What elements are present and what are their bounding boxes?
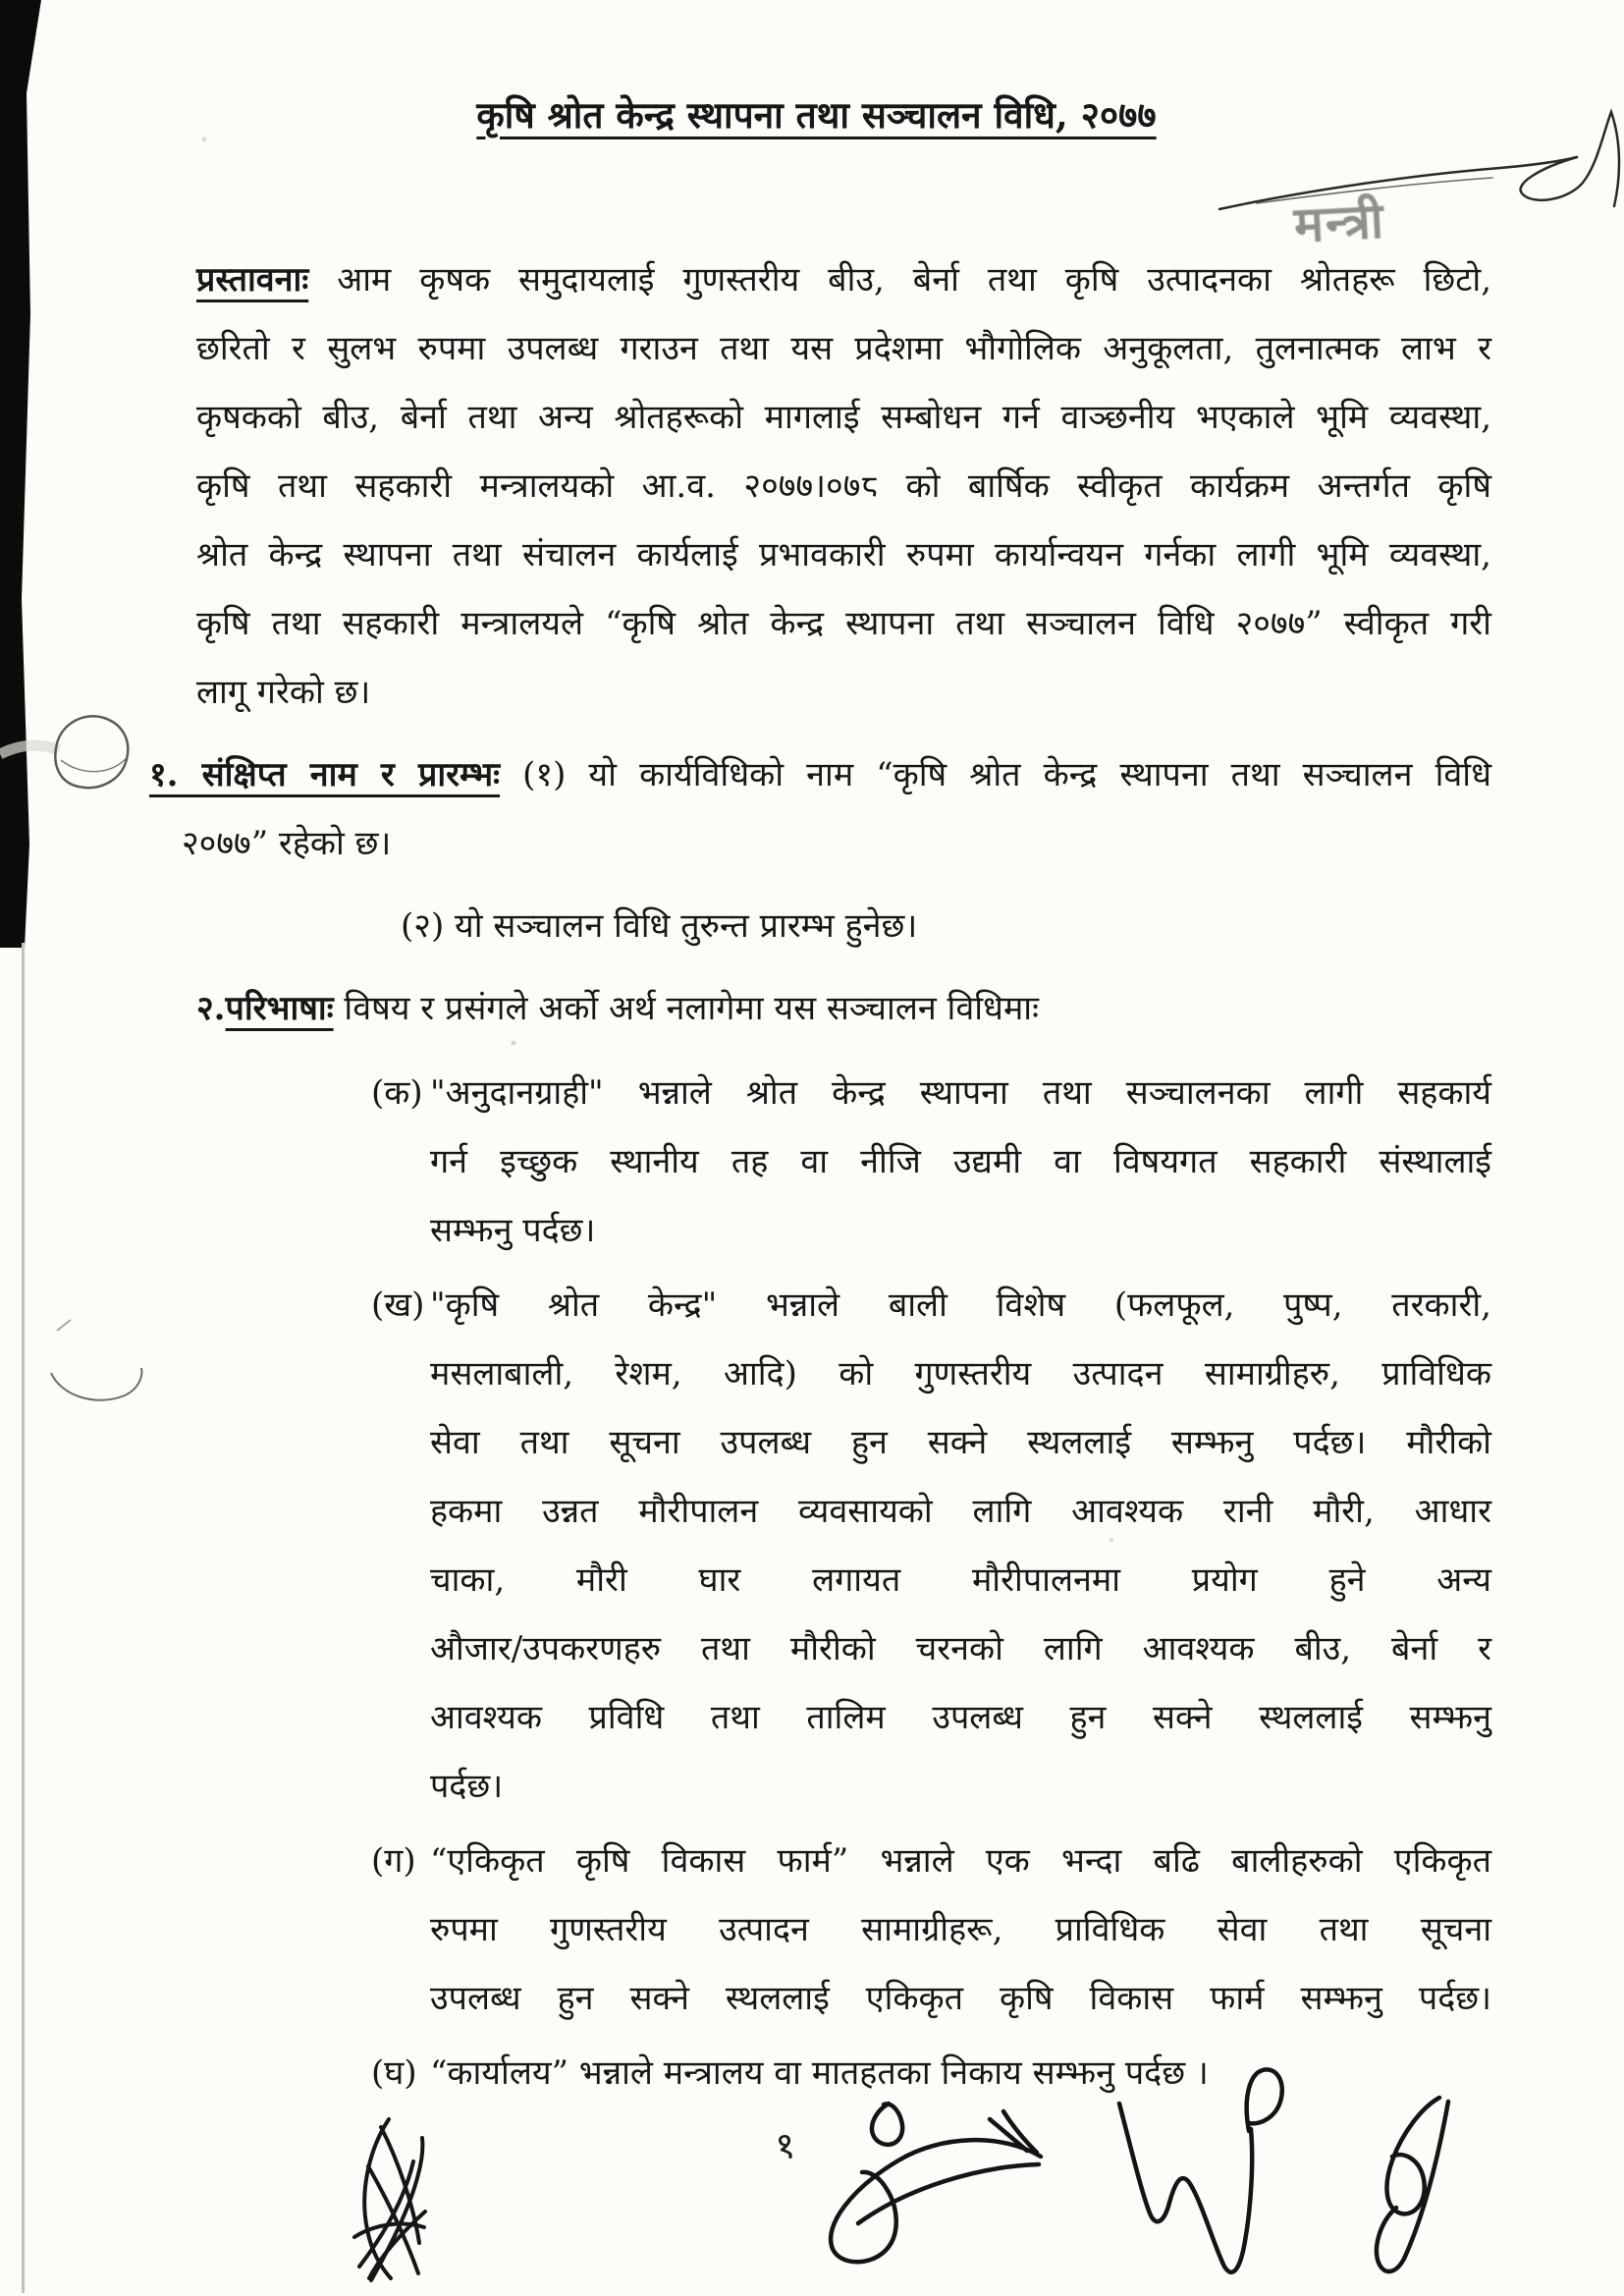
definition-text <box>430 1059 1491 1265</box>
definition-text <box>430 1827 1491 2033</box>
section-2 <box>196 974 1491 1043</box>
preamble-line <box>196 246 1491 314</box>
definition-text <box>430 2039 1491 2107</box>
section-1-line <box>149 740 1491 809</box>
preamble-line: कृषि तथा सहकारी मन्त्रालयले “कृषि श्रोत केन्द्र स्थापना तथा सञ्चालन विधि २०७७” स्वीकृत गरी <box>196 604 1491 643</box>
definition-line: औजार/उपकरणहरु तथा मौरीको चरनको लागि आवश्यक बीउ, बेर्ना र <box>430 1629 1491 1668</box>
section-2-heading: परिभाषाः <box>225 989 334 1028</box>
preamble-line: लागू गरेको छ। <box>196 673 371 712</box>
definition-line: "अनुदानग्राही" भन्नाले श्रोत केन्द्र स्थापना तथा सञ्चालनका लागी सहकार्य <box>430 1073 1491 1113</box>
preamble-line-text: आम कृषक समुदायलाई गुणस्तरीय बीउ, बेर्ना तथा कृषि उत्पादनका श्रोतहरू छिटो, <box>337 260 1492 300</box>
definition-line: रुपमा गुणस्तरीय उत्पादन सामाग्रीहरू, प्राविधिक सेवा तथा सूचना <box>430 1910 1491 1949</box>
signature-4 <box>1377 2098 1448 2271</box>
section-1-clause-2: (२) यो सञ्चालन विधि तुरुन्त प्रारम्भ हुनेछ। <box>401 906 918 946</box>
definition-item-gha <box>371 2039 1491 2107</box>
definition-line: मसलाबाली, रेशम, आदि) को गुणस्तरीय उत्पादन सामाग्रीहरु, प्राविधिक <box>430 1354 1491 1394</box>
definition-line: पर्दछ। <box>430 1767 504 1806</box>
section-1-line-text: (१) यो कार्यविधिको नाम “कृषि श्रोत केन्द्र स्थापना तथा सञ्चालन विधि <box>522 755 1492 794</box>
definition-line: चाका, मौरी घार लगायत मौरीपालनमा प्रयोग हुने अन्य <box>430 1560 1491 1600</box>
document-title-text: कृषि श्रोत केन्द्र स्थापना तथा सञ्चालन विधि, २०७७ <box>476 93 1157 137</box>
definition-text <box>430 1271 1491 1821</box>
minister-stamp-text: मन्त्री <box>1292 191 1387 254</box>
document-content <box>0 86 1624 2107</box>
definition-line: “कार्यालय” भन्नाले मन्त्रालय वा मातहतका निकाय सम्झनु पर्दछ । <box>430 2053 1209 2093</box>
definition-line: सेवा तथा सूचना उपलब्ध हुन सक्ने स्थललाई सम्झनु पर्दछ। मौरीको <box>430 1423 1491 1462</box>
preamble-line: कृषि तथा सहकारी मन्त्रालयको आ.व. २०७७।०७८ को बार्षिक स्वीकृत कार्यक्रम अन्तर्गत कृषि <box>196 466 1491 506</box>
signature-1 <box>354 2119 425 2280</box>
preamble-paragraph <box>196 246 1491 727</box>
section-2-number: २. <box>196 989 226 1028</box>
definition-line: “एकिकृत कृषि विकास फार्म” भन्नाले एक भन्दा बढि बालीहरुको एकिकृत <box>430 1841 1491 1881</box>
preamble-line: छरितो र सुलभ रुपमा उपलब्ध गराउन तथा यस प्रदेशमा भौगोलिक अनुकूलता, तुलनात्मक लाभ र <box>196 329 1491 368</box>
signature-2 <box>831 2104 1041 2262</box>
preamble-heading: प्रस्तावनाः <box>196 260 309 300</box>
preamble-line: कृषकको बीउ, बेर्ना तथा अन्य श्रोतहरूको मागलाई सम्बोधन गर्न वाञ्छनीय भएकाले भूमि व्यवस्था, <box>196 398 1491 437</box>
definition-item-kha <box>371 1271 1491 1821</box>
definition-line: आवश्यक प्रविधि तथा तालिम उपलब्ध हुन सक्ने स्थललाई सम्झनु <box>430 1698 1491 1737</box>
definition-line: उपलब्ध हुन सक्ने स्थललाई एकिकृत कृषि विकास फार्म सम्झनु पर्दछ। <box>430 1979 1491 2018</box>
signature-digit: १ <box>772 2122 799 2169</box>
definition-item-ka <box>371 1059 1491 1265</box>
definition-item-ga <box>371 1827 1491 2033</box>
definition-line: गर्न इच्छुक स्थानीय तह वा नीजि उद्यमी वा विषयगत सहकारी संस्थालाई <box>430 1142 1491 1181</box>
section-2-text: विषय र प्रसंगले अर्को अर्थ नलागेमा यस सञ्चालन विधिमाः <box>344 989 1039 1028</box>
preamble-line: श्रोत केन्द्र स्थापना तथा संचालन कार्यलाई प्रभावकारी रुपमा कार्यान्वयन गर्नका लागी भूमि व्यवस्था, <box>196 535 1491 574</box>
document-title <box>169 86 1464 143</box>
definition-label: (घ) <box>371 2053 417 2093</box>
section-1-line: २०७७” रहेको छ। <box>182 824 392 863</box>
definition-label: (ख) <box>371 1285 425 1325</box>
definitions-list <box>371 1059 1491 2107</box>
section-1-heading: १. संक्षिप्त नाम र प्रारम्भः <box>149 755 501 794</box>
section-1 <box>149 740 1491 878</box>
definition-line: "कृषि श्रोत केन्द्र" भन्नाले बाली विशेष (फलफूल, पुष्प, तरकारी, <box>430 1285 1491 1325</box>
definition-label: (ग) <box>371 1841 416 1881</box>
definition-label: (क) <box>371 1073 423 1113</box>
definition-line: हकमा उन्नत मौरीपालन व्यवसायको लागि आवश्यक रानी मौरी, आधार <box>430 1492 1491 1531</box>
definition-line: सम्झनु पर्दछ। <box>430 1211 596 1250</box>
